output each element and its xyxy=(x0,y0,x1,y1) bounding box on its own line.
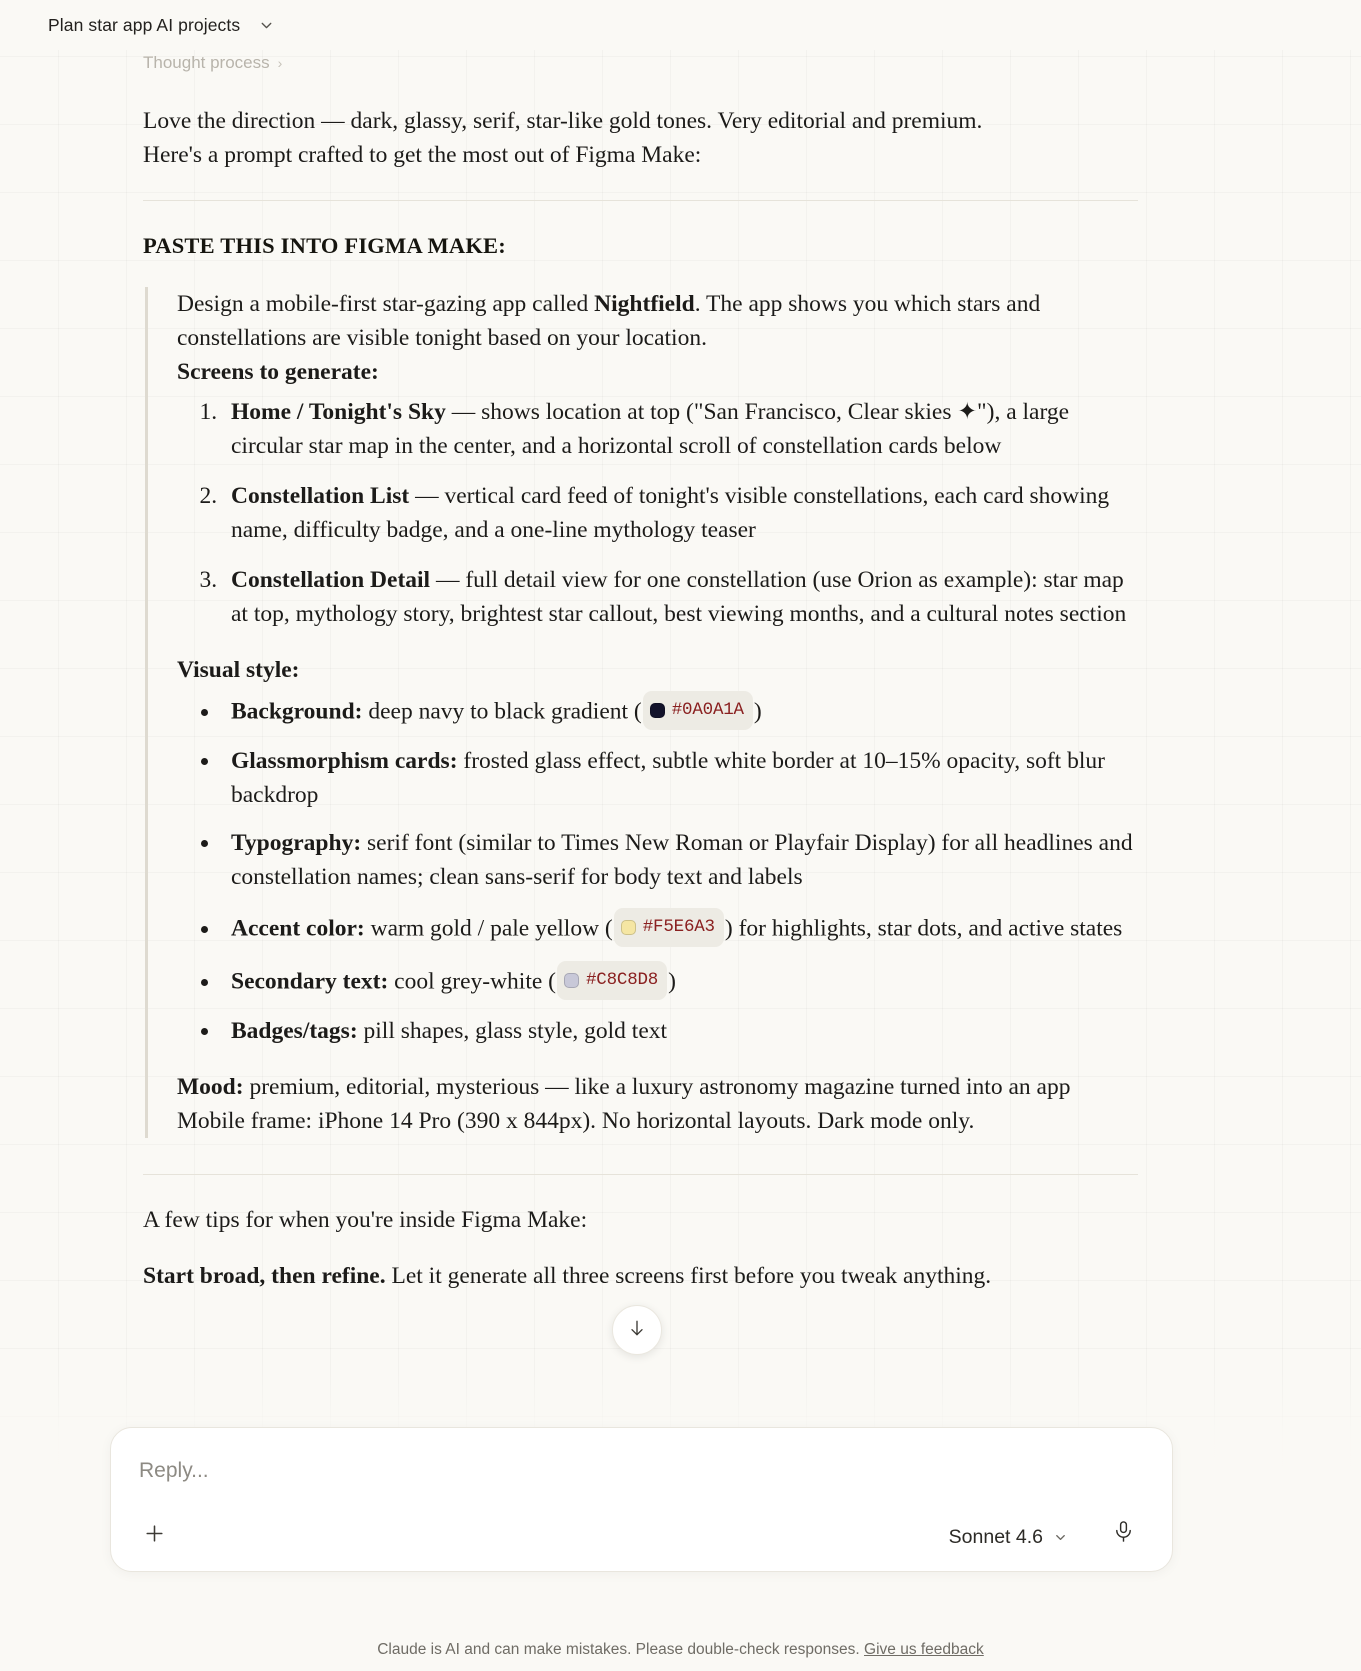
style-text: serif font (similar to Times New Roman or Playfair Display) for all headlines and constellation names; clean sans-serif for body text and labels xyxy=(231,830,1133,890)
top-bar xyxy=(0,0,1361,50)
assistant-message xyxy=(143,50,1138,1293)
list-item xyxy=(221,691,1138,730)
color-chip[interactable] xyxy=(614,908,724,947)
prompt-intro-suffix: . The app shows you which stars and constellations are visible tonight based on your location. xyxy=(177,291,1041,351)
list-item xyxy=(223,479,1138,547)
screen-name: Constellation List xyxy=(231,483,410,509)
screen-desc: — full detail view for one constellation (use Orion as example): star map at top, mythology story, brightest star callout, best viewing months, and a cultural notes section xyxy=(231,567,1127,627)
screens-list xyxy=(177,395,1138,631)
model-selector[interactable] xyxy=(949,1526,1068,1549)
list-item xyxy=(221,826,1138,894)
mood-text: premium, editorial, mysterious — like a luxury astronomy magazine turned into an app xyxy=(243,1074,1071,1100)
app-name: Nightfield xyxy=(594,291,695,317)
screen-desc: — shows location at top ("San Francisco, Clear skies ✦"), a large circular star map in the center, and a horizontal scroll of constellation cards below xyxy=(231,399,1070,459)
divider-bottom xyxy=(143,1174,1138,1175)
style-text-after: ) xyxy=(753,698,762,725)
color-chip[interactable] xyxy=(557,961,667,1000)
conversation-title: Plan star app AI projects xyxy=(48,14,241,35)
chevron-down-icon[interactable] xyxy=(258,17,275,34)
screen-desc: — vertical card feed of tonight's visible constellations, each card showing name, difficulty badge, and a one-line mythology teaser xyxy=(231,483,1110,543)
list-item xyxy=(223,395,1138,463)
style-text-after: ) xyxy=(668,968,676,995)
arrow-down-icon xyxy=(627,1318,647,1343)
visual-style-list xyxy=(177,691,1138,1048)
tip-body: Let it generate all three screens first before you tweak anything. xyxy=(385,1263,992,1289)
mood-paragraph xyxy=(177,1070,1138,1104)
plus-icon xyxy=(142,1521,167,1551)
list-item xyxy=(221,908,1138,947)
paste-heading: PASTE THIS INTO FIGMA MAKE: xyxy=(143,233,506,258)
color-swatch xyxy=(621,920,636,935)
conversation-title-button[interactable] xyxy=(48,15,275,36)
composer-box[interactable] xyxy=(110,1427,1173,1572)
screens-heading: Screens to generate: xyxy=(177,359,379,385)
screen-name: Constellation Detail xyxy=(231,567,431,593)
add-attachment-button[interactable] xyxy=(137,1519,171,1553)
style-label: Badges/tags: xyxy=(231,1018,358,1044)
thought-process-label: Thought process xyxy=(143,53,270,72)
divider-top xyxy=(143,200,1138,201)
chevron-down-icon xyxy=(1053,1530,1068,1545)
style-label: Background: xyxy=(231,698,363,725)
intro-line-2: Here's a prompt crafted to get the most out of Figma Make: xyxy=(143,142,702,168)
intro-paragraph xyxy=(143,104,1138,172)
mood-label: Mood: xyxy=(177,1074,244,1100)
style-label: Typography: xyxy=(231,830,362,856)
color-chip[interactable] xyxy=(643,691,753,730)
screen-name: Home / Tonight's Sky xyxy=(231,399,446,425)
voice-input-button[interactable] xyxy=(1106,1517,1140,1551)
disclaimer-text: Claude is AI and can make mistakes. Please double-check responses. xyxy=(377,1641,860,1658)
prompt-intro xyxy=(177,287,1138,355)
model-label: Sonnet 4.6 xyxy=(948,1526,1043,1548)
thought-process-toggle[interactable] xyxy=(143,50,1138,76)
intro-line-1: Love the direction — dark, glassy, serif, star-like gold tones. Very editorial and premium. xyxy=(143,108,983,134)
color-swatch xyxy=(650,703,665,718)
style-label: Glassmorphism cards: xyxy=(231,748,458,774)
color-hex: #0A0A1A xyxy=(671,700,744,720)
reply-input-placeholder[interactable]: Reply... xyxy=(139,1459,209,1482)
style-label: Secondary text: xyxy=(231,968,389,995)
style-text: cool grey-white ( xyxy=(388,968,556,995)
scroll-to-bottom-button[interactable] xyxy=(612,1305,662,1355)
tips-lead: A few tips for when you're inside Figma Make: xyxy=(143,1207,588,1233)
mobile-frame-paragraph: Mobile frame: iPhone 14 Pro (390 x 844px). No horizontal layouts. Dark mode only. xyxy=(177,1108,975,1134)
list-item xyxy=(223,563,1138,631)
prompt-blockquote xyxy=(145,287,1138,1138)
style-text: warm gold / pale yellow ( xyxy=(364,915,613,942)
style-text: pill shapes, glass style, gold text xyxy=(357,1018,668,1044)
color-hex: #F5E6A3 xyxy=(642,917,715,937)
microphone-icon xyxy=(1112,1520,1135,1548)
style-label: Accent color: xyxy=(231,915,365,942)
list-item xyxy=(221,961,1138,1000)
style-text-after: ) for highlights, star dots, and active states xyxy=(724,915,1123,942)
composer-region xyxy=(0,1371,1361,1671)
chevron-right-icon: › xyxy=(277,55,283,71)
color-hex: #C8C8D8 xyxy=(586,970,659,990)
prompt-intro-prefix: Design a mobile-first star-gazing app called xyxy=(177,291,595,317)
tip-title: Start broad, then refine. xyxy=(143,1263,386,1289)
tip-first xyxy=(143,1259,1138,1293)
list-item xyxy=(221,1014,1138,1048)
style-text: deep navy to black gradient ( xyxy=(362,698,642,725)
style-text: frosted glass effect, subtle white border at 10–15% opacity, soft blur backdrop xyxy=(231,748,1105,808)
color-swatch xyxy=(564,973,579,988)
list-item xyxy=(221,744,1138,812)
visual-style-heading: Visual style: xyxy=(177,657,300,683)
feedback-link[interactable]: Give us feedback xyxy=(864,1641,984,1658)
footer-disclaimer xyxy=(0,1641,1361,1659)
